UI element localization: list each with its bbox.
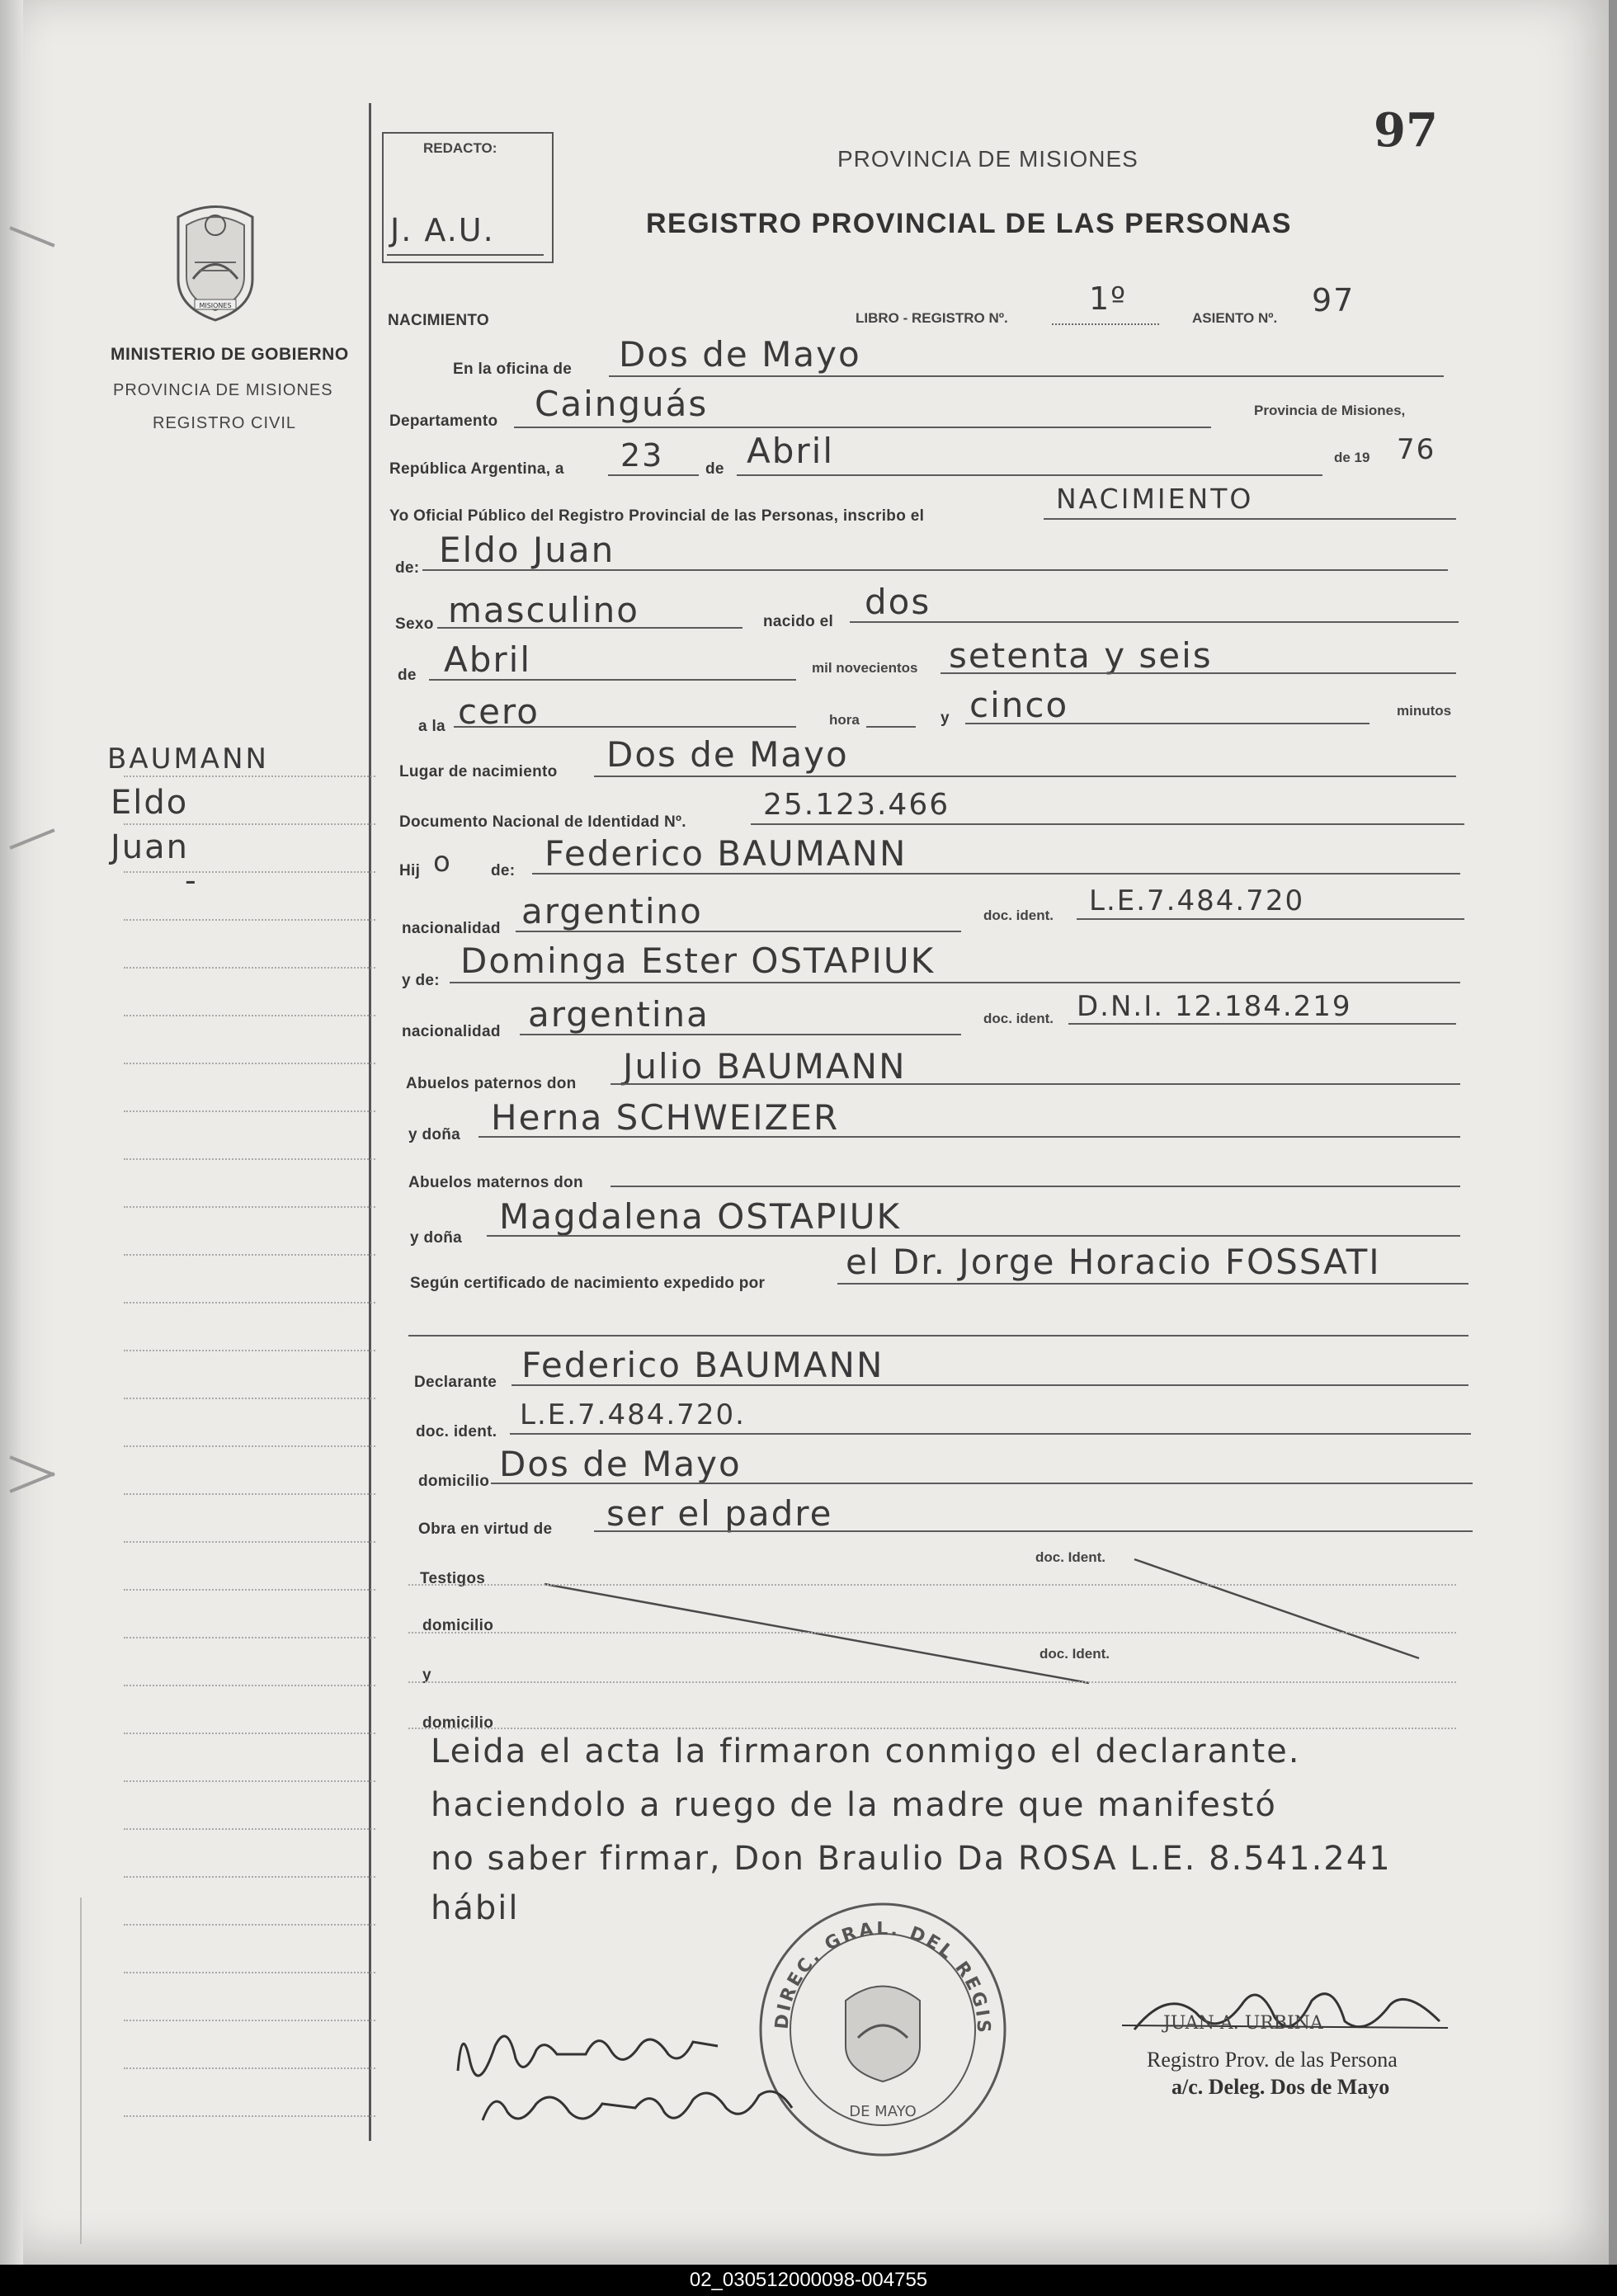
decl-doc-value: L.E.7.484.720. (520, 1398, 746, 1431)
closing-line-4: hábil (431, 1889, 520, 1927)
obra-value: ser el padre (606, 1493, 833, 1534)
official-line-2: a/c. Deleg. Dos de Mayo (1172, 2075, 1390, 2099)
abuela-materna-value: Magdalena OSTAPIUK (499, 1196, 902, 1237)
ala-label: a la (418, 718, 446, 735)
domicilio3-line (408, 1728, 1456, 1729)
minutos-value: cinco (969, 685, 1069, 725)
testigos-label: Testigos (420, 1570, 486, 1587)
libro-value: 1º (1089, 281, 1128, 317)
minutos-label: minutos (1397, 703, 1452, 719)
domicilio3-label: domicilio (422, 1714, 494, 1732)
madre-nacionalidad-value: argentina (528, 994, 710, 1035)
closing-line-3: no saber firmar, Don Braulio Da ROSA L.E. 8.541.241 (431, 1840, 1392, 1878)
documento-value: 25.123.466 (763, 788, 950, 822)
margin-first-name: Eldo (111, 784, 189, 822)
footer-image-id: 02_030512000098-004755 (0, 2265, 1617, 2296)
nacimiento-label: NACIMIENTO (388, 312, 489, 329)
mes-value: Abril (747, 431, 834, 471)
y2-line (408, 1681, 1456, 1683)
province-header: PROVINCIA DE MISIONES (837, 146, 1138, 172)
declarante-label: Declarante (414, 1374, 497, 1391)
margin-second-name: Juan (111, 828, 190, 866)
nombre-value: Eldo Juan (439, 530, 615, 570)
madre-doc-value: D.N.I. 12.184.219 (1077, 990, 1352, 1023)
domicilio-label: domicilio (418, 1473, 490, 1490)
sexo-value: masculino (448, 590, 639, 630)
madre-nacionalidad-label: nacionalidad (402, 1023, 501, 1040)
ministry-registry: REGISTRO CIVIL (153, 414, 297, 432)
libro-label: LIBRO - REGISTRO Nº. (856, 310, 1008, 326)
departamento-label: Departamento (389, 413, 498, 430)
abuela-paterna-value: Herna SCHWEIZER (491, 1097, 840, 1138)
closing-line-2: haciendolo a ruego de la madre que manifestó (431, 1786, 1277, 1824)
closing-line-1: Leida el acta la firmaron conmigo el declarante. (431, 1733, 1301, 1770)
abuela-materna-label: y doña (410, 1229, 463, 1247)
padre-value: Federico BAUMANN (544, 833, 908, 874)
decl-doc-label: doc. ident. (416, 1423, 497, 1440)
ministry-province: PROVINCIA DE MISIONES (113, 381, 333, 399)
ministry-name: MINISTERIO DE GOBIERNO (111, 345, 349, 364)
nombre-label: de: (395, 559, 420, 577)
asiento-value: 97 (1312, 282, 1355, 318)
lugar-label: Lugar de nacimiento (399, 763, 558, 780)
asiento-label: ASIENTO Nº. (1192, 310, 1278, 326)
hijo-label: Hij (399, 862, 421, 879)
stamp-ring-text: DIREC. GRAL. DEL REGIS (771, 1918, 994, 2036)
nacido-label: nacido el (763, 613, 834, 630)
handwritten-signatures (446, 2005, 842, 2137)
margin-dash: - (185, 862, 198, 898)
provincia-suffix: Provincia de Misiones, (1254, 403, 1406, 418)
official-line-1: Registro Prov. de las Persona (1147, 2048, 1398, 2072)
anio-prefix: de 19 (1334, 450, 1370, 465)
y2-label: y (422, 1667, 431, 1684)
domicilio2-line (408, 1632, 1456, 1634)
hora-value: cero (458, 691, 540, 732)
testigos-line (408, 1584, 1456, 1586)
nacido-value: dos (865, 582, 931, 622)
hijo-de-label: de: (491, 862, 516, 879)
page-number: 97 (1374, 103, 1438, 158)
y-label: y (940, 710, 950, 727)
padre-doc-label: doc. ident. (983, 908, 1054, 923)
testigo2-doc-label: doc. Ident. (1040, 1646, 1110, 1662)
domicilio2-label: domicilio (422, 1617, 494, 1634)
margin-surname: BAUMANN (107, 743, 269, 776)
anio-value: 76 (1397, 433, 1436, 466)
stamp-bottom-text: DE MAYO (849, 2103, 917, 2120)
testigo1-doc-label: doc. Ident. (1035, 1549, 1106, 1565)
mil-value: setenta y seis (949, 635, 1213, 676)
madre-value: Dominga Ester OSTAPIUK (460, 941, 936, 981)
official-name: JUAN A. URBINA (1163, 2013, 1323, 2034)
padre-doc-value: L.E.7.484.720 (1089, 884, 1305, 917)
hora-label: hora (829, 712, 860, 728)
madre-doc-label: doc. ident. (983, 1011, 1054, 1026)
oficial-value: NACIMIENTO (1056, 483, 1254, 515)
declarante-value: Federico BAUMANN (521, 1345, 884, 1385)
republica-label: República Argentina, a (389, 460, 564, 478)
hijo-suffix: o (433, 846, 452, 879)
certificado-value: el Dr. Jorge Horacio FOSSATI (846, 1242, 1381, 1282)
abuelos-paternos-label: Abuelos paternos don (406, 1075, 577, 1092)
redacto-value: J. A.U. (390, 212, 495, 248)
certificado-label: Según certificado de nacimiento expedido por (410, 1275, 766, 1292)
sexo-label: Sexo (395, 615, 434, 633)
redacto-label: REDACTO: (423, 140, 497, 156)
abuelos-maternos-label: Abuelos maternos don (408, 1174, 583, 1191)
seal-label: MISIONES (199, 302, 232, 309)
departamento-value: Cainguás (535, 384, 709, 424)
madre-label: y de: (402, 972, 440, 989)
lugar-value: Dos de Mayo (606, 734, 849, 775)
documento-label: Documento Nacional de Identidad Nº. (399, 813, 686, 831)
dia-value: 23 (620, 437, 664, 474)
padre-nacionalidad-value: argentino (521, 891, 703, 931)
mil-label: mil novecientos (812, 660, 918, 676)
nac-mes-value: Abril (444, 639, 531, 680)
oficina-label: En la oficina de (453, 361, 573, 378)
declarant-signatures (446, 2005, 842, 2137)
document-title: REGISTRO PROVINCIAL DE LAS PERSONAS (646, 208, 1292, 239)
abuela-paterna-label: y doña (408, 1126, 461, 1143)
de-label: de (705, 460, 724, 478)
obra-label: Obra en virtud de (418, 1520, 553, 1538)
oficina-value: Dos de Mayo (619, 334, 861, 375)
abuelo-paterno-value: Julio BAUMANN (623, 1046, 907, 1087)
nac-mes-label: de (398, 667, 417, 684)
oficial-label: Yo Oficial Público del Registro Provincial de las Personas, inscribo el (389, 507, 925, 525)
padre-nacionalidad-label: nacionalidad (402, 920, 501, 937)
domicilio-value: Dos de Mayo (499, 1444, 742, 1484)
